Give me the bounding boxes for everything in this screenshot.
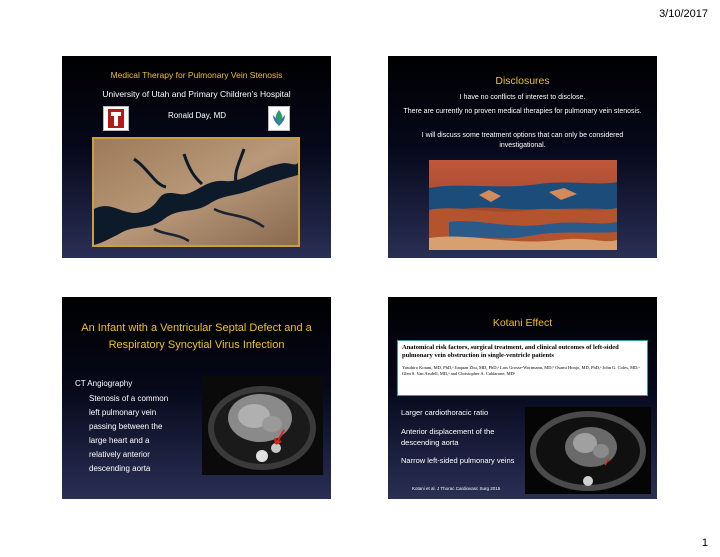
page-number: 1 <box>701 537 708 549</box>
mri-image <box>525 407 651 494</box>
slide-title <box>62 56 331 258</box>
disclosure-line: I will discuss some treatment options that can only be considered investigational. <box>421 132 624 149</box>
case-heading: An Infant with a Ventricular Septal Defect and a Respiratory Syncytial Virus Infection <box>81 322 312 351</box>
case-bullet-line: left pulmonary vein <box>89 408 157 417</box>
ct-angiography-image <box>202 376 323 475</box>
paper-citation-box <box>397 340 648 396</box>
disclosure-line: There are currently no proven medical therapies for pulmonary vein stenosis. <box>403 108 642 115</box>
slide-case <box>62 297 331 499</box>
case-bullet-line: Stenosis of a common <box>89 394 169 403</box>
lake-powell-aerial-photo <box>92 137 300 247</box>
paper-title: Anatomical risk factors, surgical treatment, and clinical outcomes of left-sided pulmonary vein obstruction in single-ventricle patients <box>402 344 619 359</box>
canyon-lake-photo <box>429 160 617 250</box>
slide-disclosures <box>388 56 657 258</box>
ct-angiography-label: CT Angiography <box>75 379 133 388</box>
primary-childrens-logo <box>268 106 290 131</box>
citation-text: Kotani et al. J Thorac Cardiovasc Surg 2015 <box>412 486 501 491</box>
kotani-heading: Kotani Effect <box>492 317 553 329</box>
case-bullet-line: passing between the <box>89 422 163 431</box>
finding-line: Anterior displacement of the descending aorta <box>401 427 495 447</box>
disclosure-line: I have no conflicts of interest to disclose. <box>459 94 586 101</box>
page-date: 3/10/2017 <box>659 8 708 20</box>
slide-title-heading: Medical Therapy for Pulmonary Vein Stenosis <box>110 70 283 80</box>
finding-line: Narrow left-sided pulmonary veins <box>401 456 515 465</box>
case-bullet-line: large heart and a <box>89 436 150 445</box>
author-name: Ronald Day, MD <box>167 111 227 120</box>
disclosures-heading: Disclosures <box>495 75 550 87</box>
case-bullet-line: relatively anterior <box>89 450 150 459</box>
case-bullet-line: descending aorta <box>89 464 151 473</box>
institution-text: University of Utah and Primary Children’s Hospital <box>102 89 291 99</box>
paper-authors: Yasuhiro Kotani, MD, PhD,ᵃ Jiaquan Zhu, MD, PhD,ᵃ Lars Grosse-Wortmann, MD,ᵇ Osami Honjo, MD, PhD,ᵃ John G. Coles, MD,ᵃ Glen S. Van Arsdell, MD,ᵃ and Christopher A. Caldarone, MDᵃ <box>402 365 640 376</box>
slide-kotani <box>388 297 657 499</box>
finding-line: Larger cardiothoracic ratio <box>401 408 489 417</box>
university-of-utah-logo <box>103 106 129 131</box>
